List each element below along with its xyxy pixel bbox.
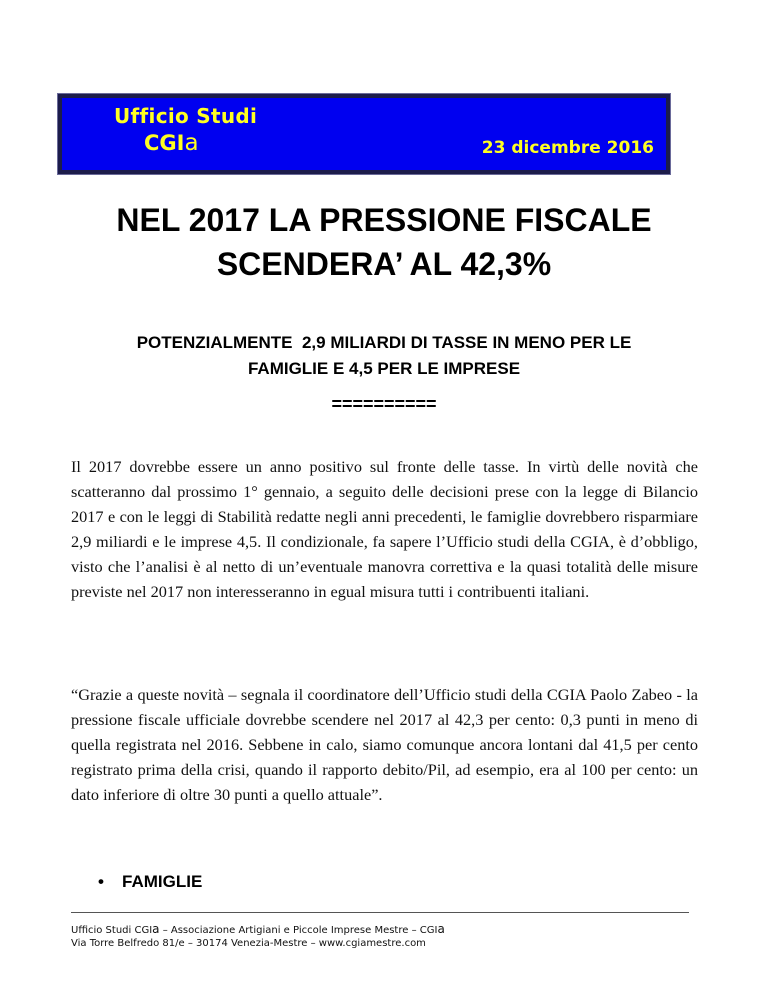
footer-line2: Via Torre Belfredo 81/e – 30174 Venezia-Mestre – www.cgiamestre.com	[71, 938, 426, 949]
org-name-line2	[144, 130, 199, 156]
footer-divider	[71, 912, 689, 913]
section-heading	[98, 872, 202, 892]
separator: ==========	[331, 394, 437, 414]
page-title	[0, 198, 768, 286]
header-date: 23 dicembre 2016	[481, 138, 654, 158]
footer-org-end-a: a	[437, 922, 445, 936]
footer-org-a: a	[152, 922, 160, 936]
header-banner	[58, 94, 670, 174]
footer-association: – Associazione Artigiani e Piccole Imprese Mestre – CGI	[159, 925, 438, 936]
org-name-caps: CGI	[144, 131, 185, 155]
title-line2: SCENDERA’ AL 42,3%	[216, 246, 552, 282]
paragraph-quote: “Grazie a queste novità – segnala il coordinatore dell’Ufficio studi della CGIA Paolo Zabeo - la pressione fiscale ufficiale dovrebbe scendere nel 2017 al 42,3 per cento: 0,3 punti in meno di quella registrata nel 2016. Sebbene in calo, siamo comunque ancora lontani dal 41,5 per cento registrato prima della crisi, quando il rapporto debito/Pil, ad esempio, era al 100 per cento: un dato inferiore di oltre 30 punti a quello attuale”.	[71, 685, 698, 804]
subtitle-line2: FAMIGLIE E 4,5 PER LE IMPRESE	[247, 359, 521, 378]
subtitle-line1: POTENZIALMENTE 2,9 MILIARDI DI TASSE IN MENO PER LE	[136, 333, 632, 352]
footer-line1	[71, 922, 691, 938]
section-heading-label: FAMIGLIE	[122, 872, 203, 891]
org-name-line1: Ufficio Studi	[114, 104, 258, 128]
org-name-suffix: a	[184, 130, 199, 156]
paragraph-intro: Il 2017 dovrebbe essere un anno positivo sul fronte delle tasse. In virtù delle novità che scatteranno dal prossimo 1° gennaio, a seguito delle decisioni prese con la legge di Bilancio 2017 e con le leggi di Stabilità redatte negli anni precedenti, le famiglie dovrebbero risparmiare 2,9 miliardi e le imprese 4,5. Il condizionale, fa sapere l’Ufficio studi della CGIA, è d’obbligo, visto che l’analisi è al netto di un’eventuale manovra correttiva e la quasi totalità delle misure previste nel 2017 non interesseranno in egual misura tutti i contribuenti italiani.	[71, 457, 698, 601]
title-line1: NEL 2017 LA PRESSIONE FISCALE	[116, 202, 652, 238]
bullet-icon: •	[98, 872, 104, 891]
subtitle	[0, 330, 768, 382]
footer-org: Ufficio Studi CGI	[71, 925, 153, 936]
